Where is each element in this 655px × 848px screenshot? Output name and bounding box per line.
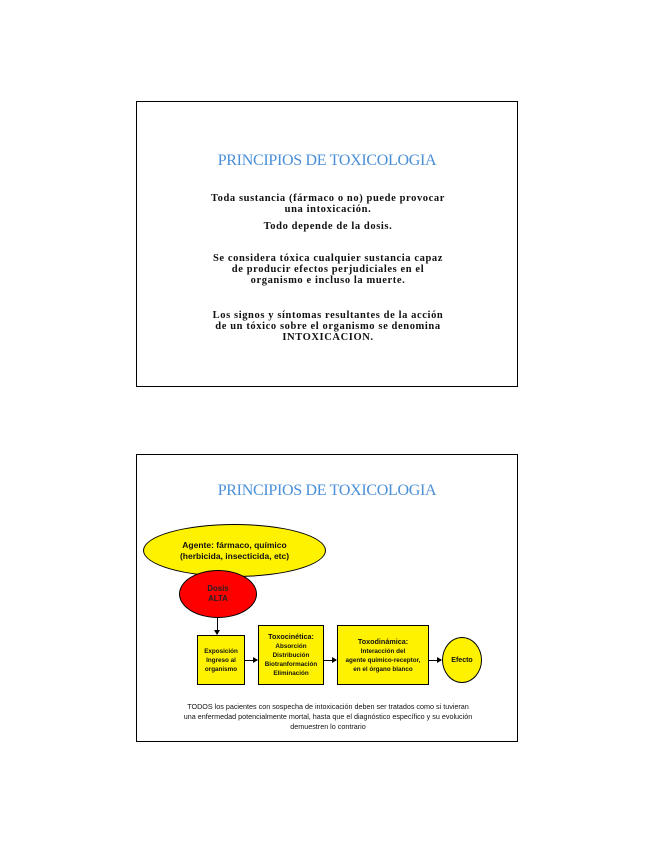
exposure-label-line: Ingreso al — [206, 656, 236, 664]
effect-circle — [442, 637, 482, 683]
note-line: TODOS los pacientes con sospecha de intoxicación deben ser tratados como si tuvieran — [187, 702, 469, 711]
paragraph-toda-sustancia — [155, 193, 501, 215]
toxicokinetics-item: Eliminación — [273, 670, 309, 677]
dose-circle — [179, 570, 257, 618]
agent-label-line: (herbicida, insecticida, etc) — [179, 550, 290, 561]
slide-2 — [136, 454, 518, 742]
effect-label: Efecto — [451, 656, 473, 664]
slide-1 — [136, 101, 518, 387]
toxicokinetics-box — [258, 625, 324, 685]
paragraph-los-signos — [155, 310, 501, 343]
toxicodynamics-item: Interacción del — [360, 647, 406, 655]
slide-2-title: PRINCIPIOS DE TOXICOLOGIA — [217, 482, 437, 499]
agent-label-line: Agente: fármaco, químico — [182, 539, 287, 550]
dose-label-line: Dosis — [207, 584, 229, 593]
toxicokinetics-item: Biotranformación — [264, 661, 318, 668]
paragraph-line: de un tóxico sobre el organismo se denomina — [215, 321, 441, 332]
exposure-label-line: organismo — [204, 665, 238, 673]
paragraph-line: Se considera tóxica cualquier sustancia capaz — [212, 253, 444, 264]
arrow-toxicokinetics-to-toxicodynamics — [324, 660, 336, 661]
paragraph-line: INTOXICACION. — [282, 332, 374, 343]
toxicokinetics-item: Absorción — [275, 643, 307, 650]
toxicodynamics-title: Toxodinámica: — [357, 636, 409, 646]
paragraph-todo-depende — [155, 221, 501, 232]
exposure-box — [197, 635, 245, 685]
paragraph-line: Toda sustancia (fármaco o no) puede provocar — [210, 193, 446, 204]
paragraph-line: Los signos y síntomas resultantes de la acción — [212, 310, 444, 321]
arrow-toxicodynamics-to-effect — [429, 660, 441, 661]
note-line: una enfermedad potencialmente mortal, hasta que el diagnóstico específico y su evolución — [183, 712, 473, 721]
toxicokinetics-title: Toxocinética: — [268, 632, 314, 641]
toxicodynamics-item: en el órgano blanco — [353, 665, 413, 673]
paragraph-se-considera — [155, 253, 501, 286]
slide-1-title: PRINCIPIOS DE TOXICOLOGIA — [217, 152, 437, 169]
exposure-label-line: Exposición — [204, 647, 238, 655]
paragraph-line: de producir efectos perjudiciales en el — [231, 264, 425, 275]
paragraph-line: Todo depende de la dosis. — [263, 221, 393, 232]
warning-note — [143, 702, 513, 732]
arrow-dose-to-exposure — [217, 618, 218, 634]
toxicodynamics-box — [337, 625, 429, 685]
agent-ellipse — [143, 524, 326, 577]
paragraph-line: organismo e incluso la muerte. — [250, 275, 406, 286]
toxicokinetics-item: Distribución — [272, 652, 310, 659]
paragraph-line: una intoxicación. — [284, 204, 372, 215]
arrow-exposure-to-toxicokinetics — [245, 660, 257, 661]
toxicodynamics-item: agente químico-receptor, — [345, 656, 421, 664]
note-line: demuestren lo contrario — [290, 722, 366, 731]
dose-label-line: ALTA — [208, 594, 228, 603]
